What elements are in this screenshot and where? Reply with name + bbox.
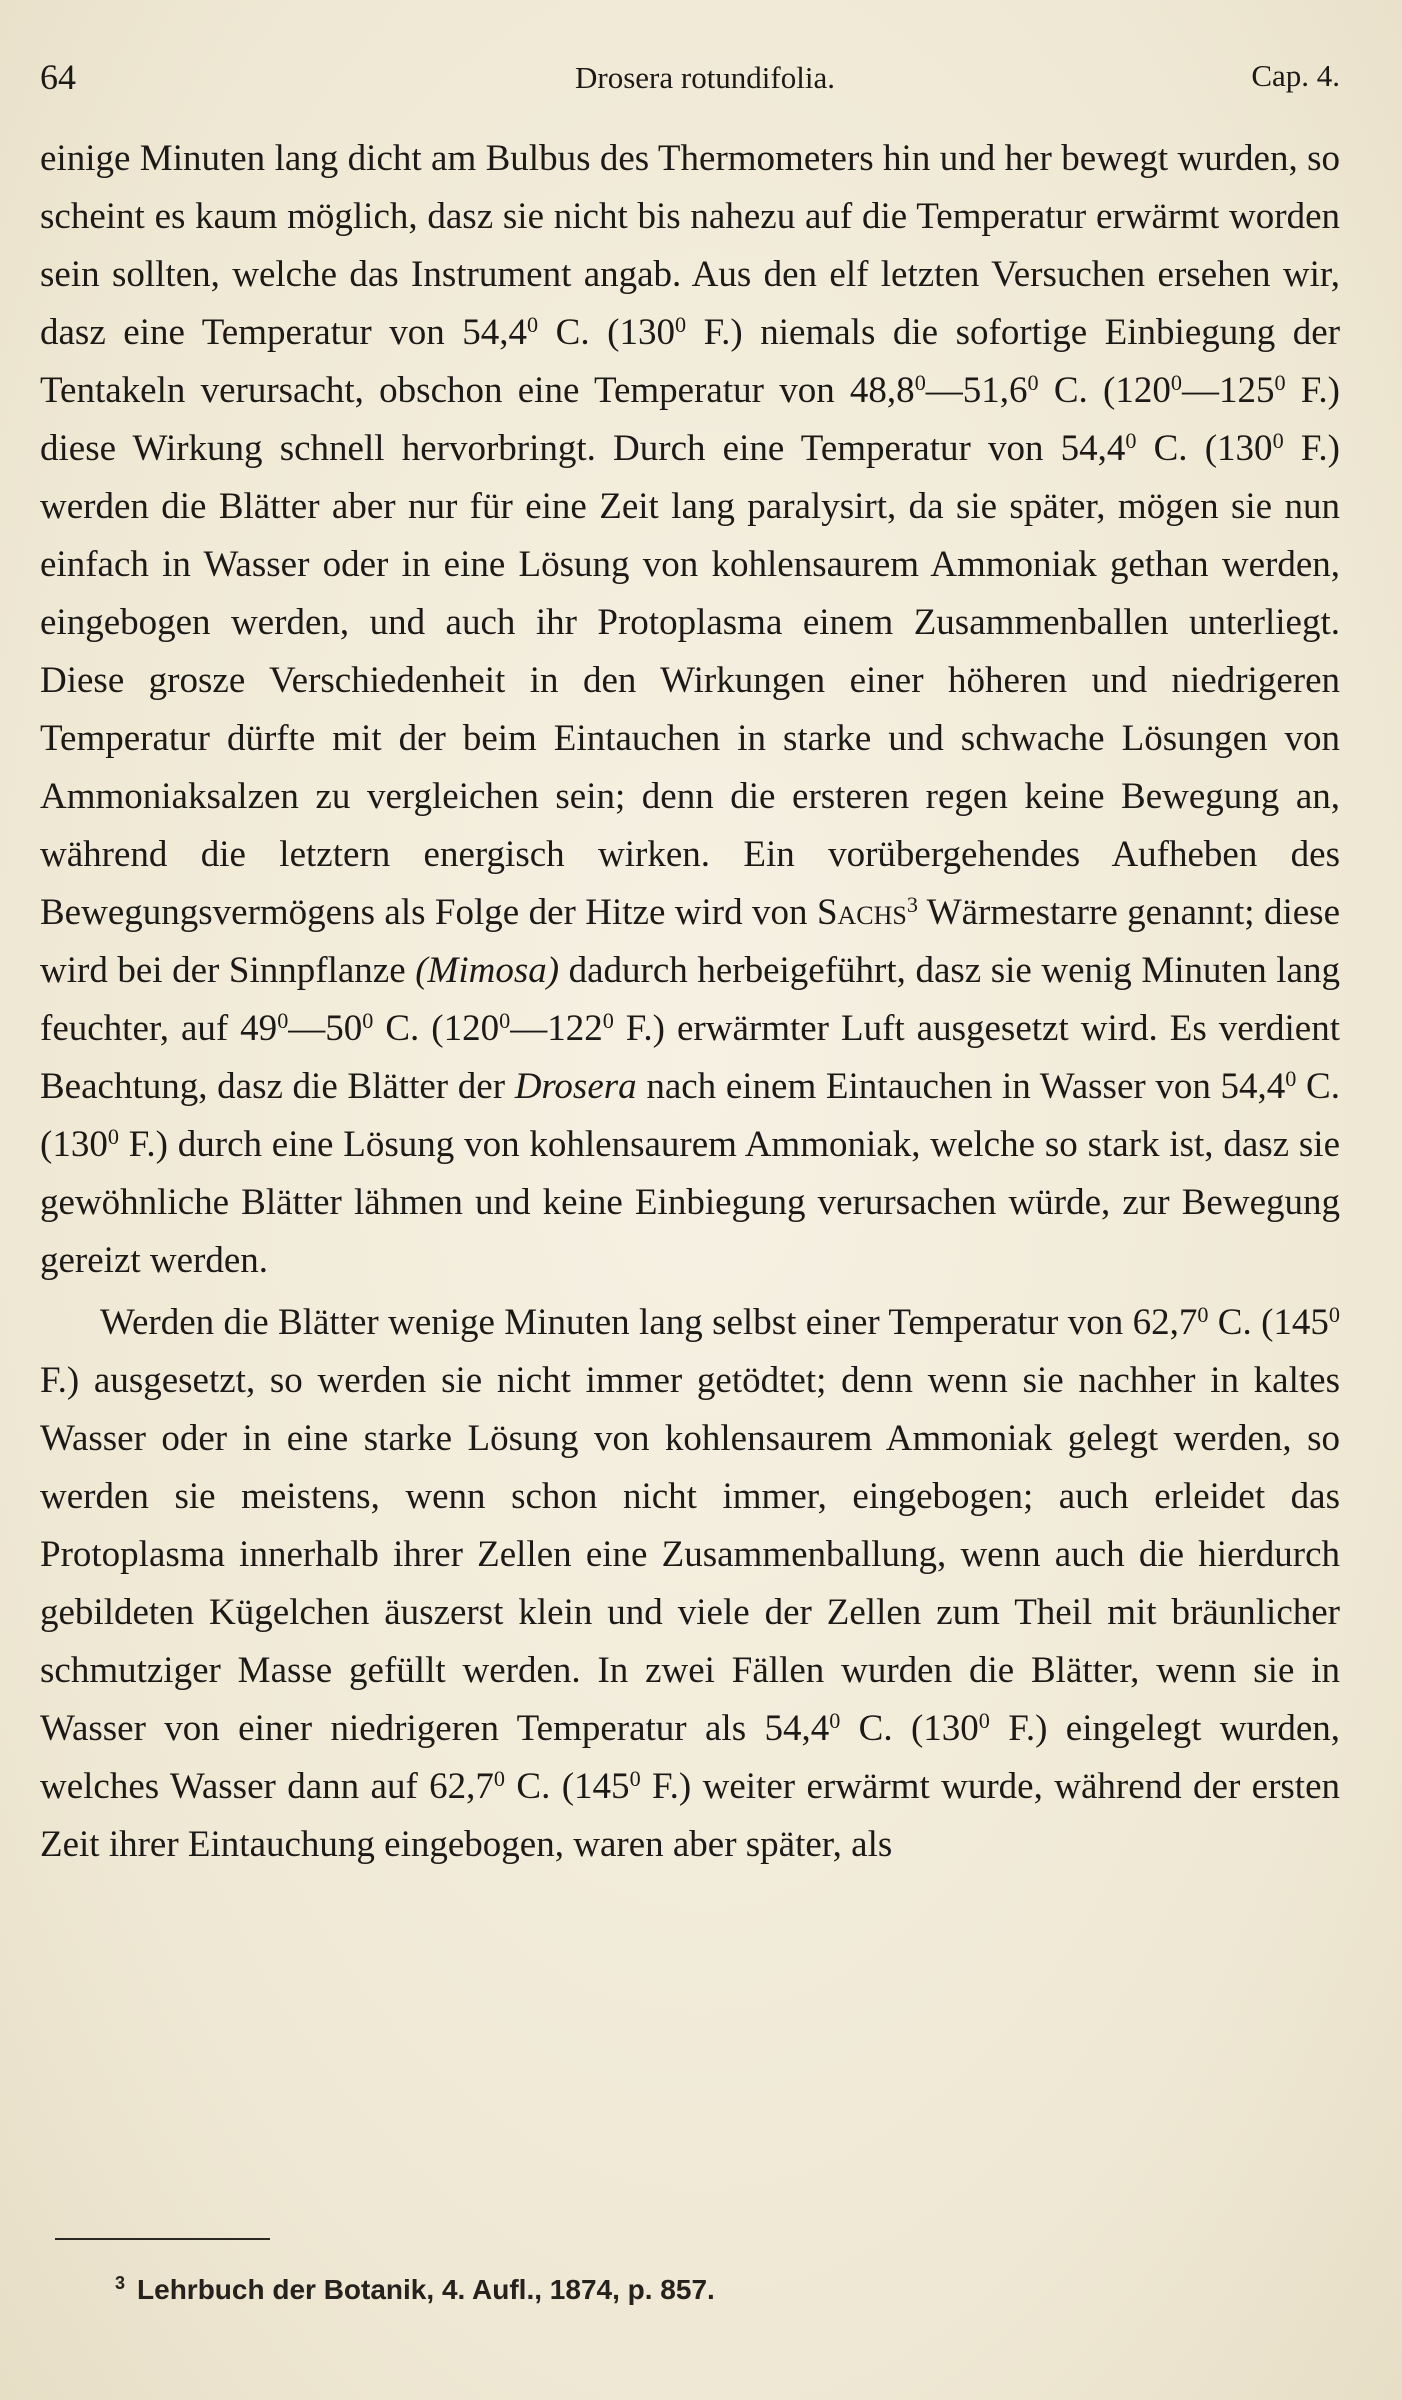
text-run: C. (145 (505, 1766, 630, 1807)
text-run: F.) niemals die sofortige Einbiegung der Tentakeln verursacht, obschon eine Temperatur von 48,8 (40, 312, 1341, 411)
text-run: C. (130 (1136, 428, 1273, 469)
degree-mark: 0 (1285, 1065, 1297, 1091)
text-run: C. (130 (40, 1066, 1340, 1165)
footnote-reference: 3 (906, 891, 918, 917)
text-run: C. (120 (1038, 370, 1171, 411)
page-number: 64 (40, 57, 76, 97)
degree-mark: 0 (1027, 369, 1039, 395)
text-run: —51,6 (925, 370, 1028, 411)
text-run: nach einem Eintauchen in Wasser von 54,4 (636, 1066, 1286, 1107)
body-text (40, 130, 1340, 1874)
text-run: F.) diese Wirkung schnell hervorbringt. Durch eine Temperatur von 54,4 (40, 370, 1340, 469)
footnote (115, 2274, 715, 2306)
degree-mark: 0 (362, 1007, 374, 1033)
degree-mark: 0 (829, 1707, 841, 1733)
text-run: dadurch herbeigeführt, dasz sie wenig Minuten lang feuchter, auf 49 (40, 950, 1340, 1049)
text-run: —125 (1181, 370, 1275, 411)
running-title: Drosera rotundifolia. (575, 60, 835, 95)
italic-term-drosera: Drosera (514, 1066, 637, 1107)
degree-mark: 0 (277, 1007, 289, 1033)
footnote-text: Lehrbuch der Botanik, 4. Aufl., 1874, p. 857. (137, 2274, 715, 2305)
paragraph-1 (40, 130, 1340, 1290)
text-run: C. (130 (538, 312, 675, 353)
text-run: F.) weiter erwärmt wurde, während der ersten Zeit ihrer Eintauchung eingebogen, waren aber später, als (40, 1766, 1341, 1865)
degree-mark: 0 (1170, 369, 1182, 395)
degree-mark: 0 (527, 311, 539, 337)
degree-mark: 0 (602, 1007, 614, 1033)
text-run: Wärmestarre genannt; diese wird bei der Sinnpflanze (40, 892, 1340, 991)
degree-mark: 0 (1272, 427, 1284, 453)
text-run: F.) durch eine Lösung von kohlensaurem Ammoniak, welche so stark ist, dasz sie gewöhnliche Blätter lähmen und keine Einbiegung verursachen würde, zur Bewegung gereizt werden. (40, 1124, 1340, 1281)
degree-mark: 0 (493, 1765, 506, 1791)
text-run: F.) erwärmter Luft ausgesetzt wird. Es verdient Beachtung, dasz die Blätter der (40, 1008, 1341, 1107)
degree-mark: 0 (1125, 427, 1137, 453)
text-run: einige Minuten lang dicht am Bulbus des Thermometers hin und her bewegt wurden, so scheint es kaum möglich, dasz sie nicht bis nahezu auf die Temperatur erwärmt worden sein sollten, welche das Instrument angab. Aus den elf letzten Versuchen ersehen wir, dasz eine Temperatur von 54,4 (40, 138, 1340, 353)
text-run: F.) ausgesetzt, so werden sie nicht immer getödtet; denn wenn sie nachher in kaltes Wasser oder in eine starke Lösung von kohlensaurem Ammoniak gelegt werden, so werden sie meistens, wenn schon nicht immer, eingebogen; auch erleidet das Protoplasma innerhalb ihrer Zellen eine Zusammenballung, wenn auch die hierdurch gebildeten Kügelchen äuszerst klein und viele der Zellen zum Theil mit bräunlicher schmutziger Masse gefüllt werden. In zwei Fällen wurden die Blätter, wenn sie in Wasser von einer niedrigeren Temperatur als 54,4 (40, 1360, 1340, 1749)
degree-mark: 0 (629, 1765, 641, 1791)
text-run: F.) eingelegt wurden, welches Wasser dann auf 62,7 (40, 1708, 1340, 1807)
footnote-divider (55, 2238, 270, 2240)
degree-mark: 0 (1274, 369, 1286, 395)
degree-mark: 0 (978, 1707, 990, 1733)
text-run: —122 (510, 1008, 603, 1049)
page-header (40, 56, 1340, 104)
text-run: C. (130 (840, 1708, 979, 1749)
text-run: F.) werden die Blätter aber nur für eine Zeit lang paralysirt, da sie später, mögen sie nun einfach in Wasser oder in eine Lösung von kohlensaurem Ammoniak gethan werden, eingebogen werden, und auch ihr Protoplasma einem Zusammenballen unterliegt. Diese grosze Verschiedenheit in den Wirkungen einer höheren und niedrigeren Temperatur dürfte mit der beim Eintauchen in starke und schwache Lösungen von Ammoniaksalzen zu vergleichen sein; denn die ersteren regen keine Bewegung an, während die letztern energisch wirken. Ein vorübergehendes Aufheben des Bewegungsvermögens als Folge der Hitze wird von (40, 428, 1341, 933)
text-run: C. (120 (373, 1008, 500, 1049)
text-run: —50 (288, 1008, 363, 1049)
text-run: C. (145 (1208, 1302, 1329, 1343)
degree-mark: 0 (1328, 1301, 1341, 1327)
degree-mark: 0 (499, 1007, 511, 1033)
footnote-marker: 3 (115, 2273, 126, 2294)
text-run: Werden die Blätter wenige Minuten lang selbst einer Temperatur von 62,7 (100, 1302, 1198, 1343)
degree-mark: 0 (674, 311, 687, 337)
italic-term-mimosa: (Mimosa) (415, 950, 560, 991)
degree-mark: 0 (107, 1123, 119, 1149)
degree-mark: 0 (914, 369, 926, 395)
degree-mark: 0 (1197, 1301, 1209, 1327)
author-name: Sachs (816, 892, 907, 933)
chapter-label: Cap. 4. (1251, 58, 1340, 93)
paragraph-2 (40, 1294, 1340, 1874)
